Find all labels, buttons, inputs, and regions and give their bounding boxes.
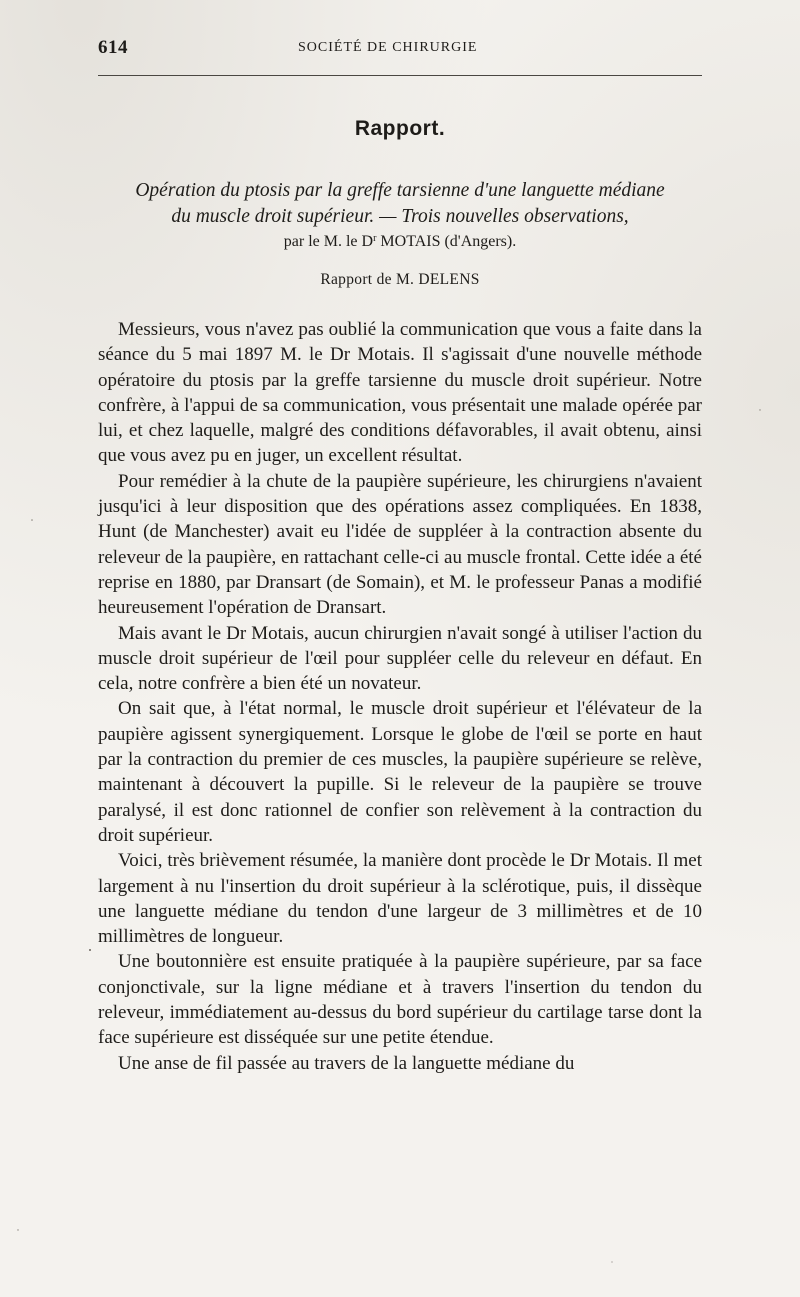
paragraph: Pour remédier à la chute de la paupière supérieure, les chirurgiens n'avaient jusqu'ici à leur disposition que des opérations assez compliquées. En 1838, Hunt (de Manchester) avait eu l'idée de suppléer à la contraction absente du releveur de la paupière, en rattachant celle-ci au muscle frontal. Cette idée a été reprise en 1880, par Dransart (de Somain), et M. le professeur Panas a modifié heureusement l'opération de Dransart. [98,470,702,619]
section-title: Rapport. [354,117,446,140]
paragraph: On sait que, à l'état normal, le muscle droit supérieur et l'élévateur de la paupière agissent synergiquement. Lorsque le globe de l'œil se porte en haut par la contraction du premier de ces muscles, la paupière supérieure se relève, maintenant à découvert la pupille. Si le releveur de la paupière se trouve paralysé, il est donc rationnel de confier son relèvement à la contraction du droit supérieur. [98,698,702,846]
paragraph: Messieurs, vous n'avez pas oublié la communication que vous a faite dans la séance du 5 mai 1897 M. le Dr Motais. Il s'agissait d'une nouvelle méthode opératoire du ptosis par la greffe tarsienne du muscle droit supérieur. Notre confrère, à l'appui de sa communication, vous présentait une malade opérée par lui, et chez laquelle, malgré des conditions défavorables, il avait obtenu, ainsi que vous avez pu en juger, un excellent résultat. [98,319,702,467]
paper-speck [759,409,760,410]
page-number: 614 [98,37,128,58]
subtitle-line: du muscle droit supérieur. — Trois nouvelles observations, [171,206,629,227]
header-rule [98,75,702,76]
paper-speck [611,1261,612,1262]
article-subtitle [98,178,702,230]
paragraph: Mais avant le Dr Motais, aucun chirurgien n'avait songé à utiliser l'action du muscle droit supérieur de l'œil pour suppléer celle du releveur en défaut. En cela, notre confrère a bien été un novateur. [98,622,702,695]
subtitle-line: Opération du ptosis par la greffe tarsienne d'une languette médiane [135,180,665,201]
reporter-line: Rapport de M. DELENS [320,271,480,288]
journal-title: SOCIÉTÉ DE CHIRURGIE [298,40,478,55]
paragraph: Une boutonnière est ensuite pratiquée à la paupière supérieure, par sa face conjonctivale, sur la ligne médiane et à travers l'insertion du tendon du releveur, immédiatement au-dessus du bord supérieur du cartilage tarse dont la face supérieure est disséquée sur une petite étendue. [98,951,702,1049]
paragraph: Voici, très brièvement résumée, la manière dont procède le Dr Motais. Il met largement à nu l'insertion du droit supérieur à la sclérotique, puis, il dissèque une languette médiane du tendon d'une largeur de 3 millimètres et de 10 millimètres de longueur. [98,850,702,948]
byline-prefix: par le M. le D [283,233,374,250]
running-head [98,37,701,61]
author-byline [98,233,702,251]
paper-speck [89,949,91,951]
byline-suffix: MOTAIS (d'Angers). [376,233,517,250]
paper-speck [17,1229,18,1230]
body-text [98,317,702,1076]
byline-superscript: r [373,233,377,244]
paragraph: Une anse de fil passée au travers de la languette médiane du [118,1052,575,1074]
paper-speck [31,519,33,521]
